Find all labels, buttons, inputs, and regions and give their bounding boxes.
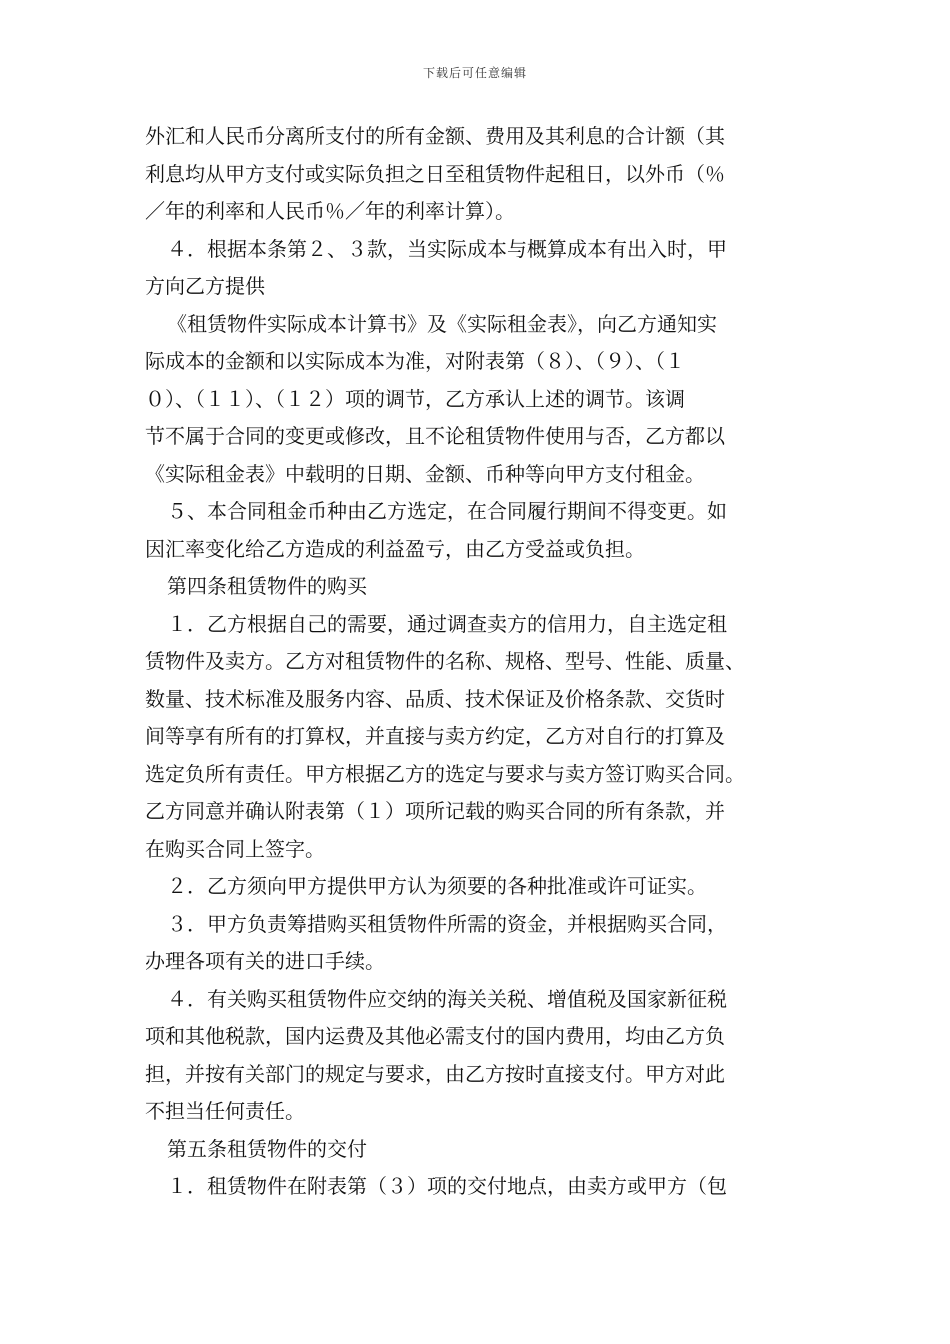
text-line: 项和其他税款，国内运费及其他必需支付的国内费用，均由乙方负 — [145, 1024, 725, 1048]
text-line: ４．有关购买租赁物件应交纳的海关关税、增值税及国家新征税 — [167, 986, 727, 1011]
text-line: 节不属于合同的变更或修改，且不论租赁物件使用与否，乙方都以 — [145, 424, 725, 448]
text-line: 《实际租金表》中载明的日期、金额、币种等向甲方支付租金。 — [145, 461, 705, 486]
page-header: 下载后可任意编辑 — [422, 66, 527, 80]
text-line: ／年的利率和人民币％／年的利率计算）。 — [145, 199, 515, 223]
text-line: 办理各项有关的进口手续。 — [145, 949, 385, 973]
text-line: 选定负所有责任。甲方根据乙方的选定与要求与卖方签订购买合同。 — [145, 761, 745, 786]
text-line: ２．乙方须向甲方提供甲方认为须要的各种批准或许可证实。 — [167, 874, 707, 898]
text-line: 方向乙方提供 — [145, 274, 265, 298]
text-line: １．租赁物件在附表第（３）项的交付地点，由卖方或甲方（包 — [167, 1174, 727, 1198]
text-line: 在购买合同上签字。 — [145, 836, 325, 861]
text-line: 外汇和人民币分离所支付的所有金额、费用及其利息的合计额（其 — [145, 124, 725, 148]
text-line: 赁物件及卖方。乙方对租赁物件的名称、规格、型号、性能、质量、 — [145, 649, 745, 673]
text-line: 间等享有所有的打算权，并直接与卖方约定，乙方对自行的打算及 — [145, 724, 725, 748]
text-line: 不担当任何责任。 — [145, 1099, 305, 1123]
text-line: 第四条租赁物件的购买 — [167, 574, 367, 598]
text-line: 乙方同意并确认附表第（１）项所记载的购买合同的所有条款，并 — [145, 799, 725, 823]
text-line: １．乙方根据自己的需要，通过调查卖方的信用力，自主选定租 — [167, 611, 727, 636]
text-line: 际成本的金额和以实际成本为准，对附表第（８）、（９）、（１ — [145, 349, 685, 373]
text-line: 第五条租赁物件的交付 — [167, 1136, 367, 1161]
text-line: ３．甲方负责筹措购买租赁物件所需的资金，并根据购买合同， — [167, 911, 727, 936]
text-line: ０）、（１１）、（１２）项的调节，乙方承认上述的调节。该调 — [145, 386, 685, 411]
text-line: 《租赁物件实际成本计算书》及《实际租金表》，向乙方通知实 — [167, 311, 717, 336]
text-line: 利息均从甲方支付或实际负担之日至租赁物件起租日，以外币（％ — [145, 161, 725, 186]
document-body — [145, 118, 810, 1206]
text-line: ５、本合同租金币种由乙方选定，在合同履行期间不得变更。如 — [167, 499, 727, 523]
text-line: 数量、技术标准及服务内容、品质、技术保证及价格条款、交货时 — [145, 686, 725, 711]
text-line: 因汇率变化给乙方造成的利益盈亏，由乙方受益或负担。 — [145, 536, 645, 561]
text-line: 担，并按有关部门的规定与要求，由乙方按时直接支付。甲方对此 — [145, 1061, 725, 1086]
text-line: ４．根据本条第２、３款，当实际成本与概算成本有出入时，甲 — [167, 236, 727, 261]
